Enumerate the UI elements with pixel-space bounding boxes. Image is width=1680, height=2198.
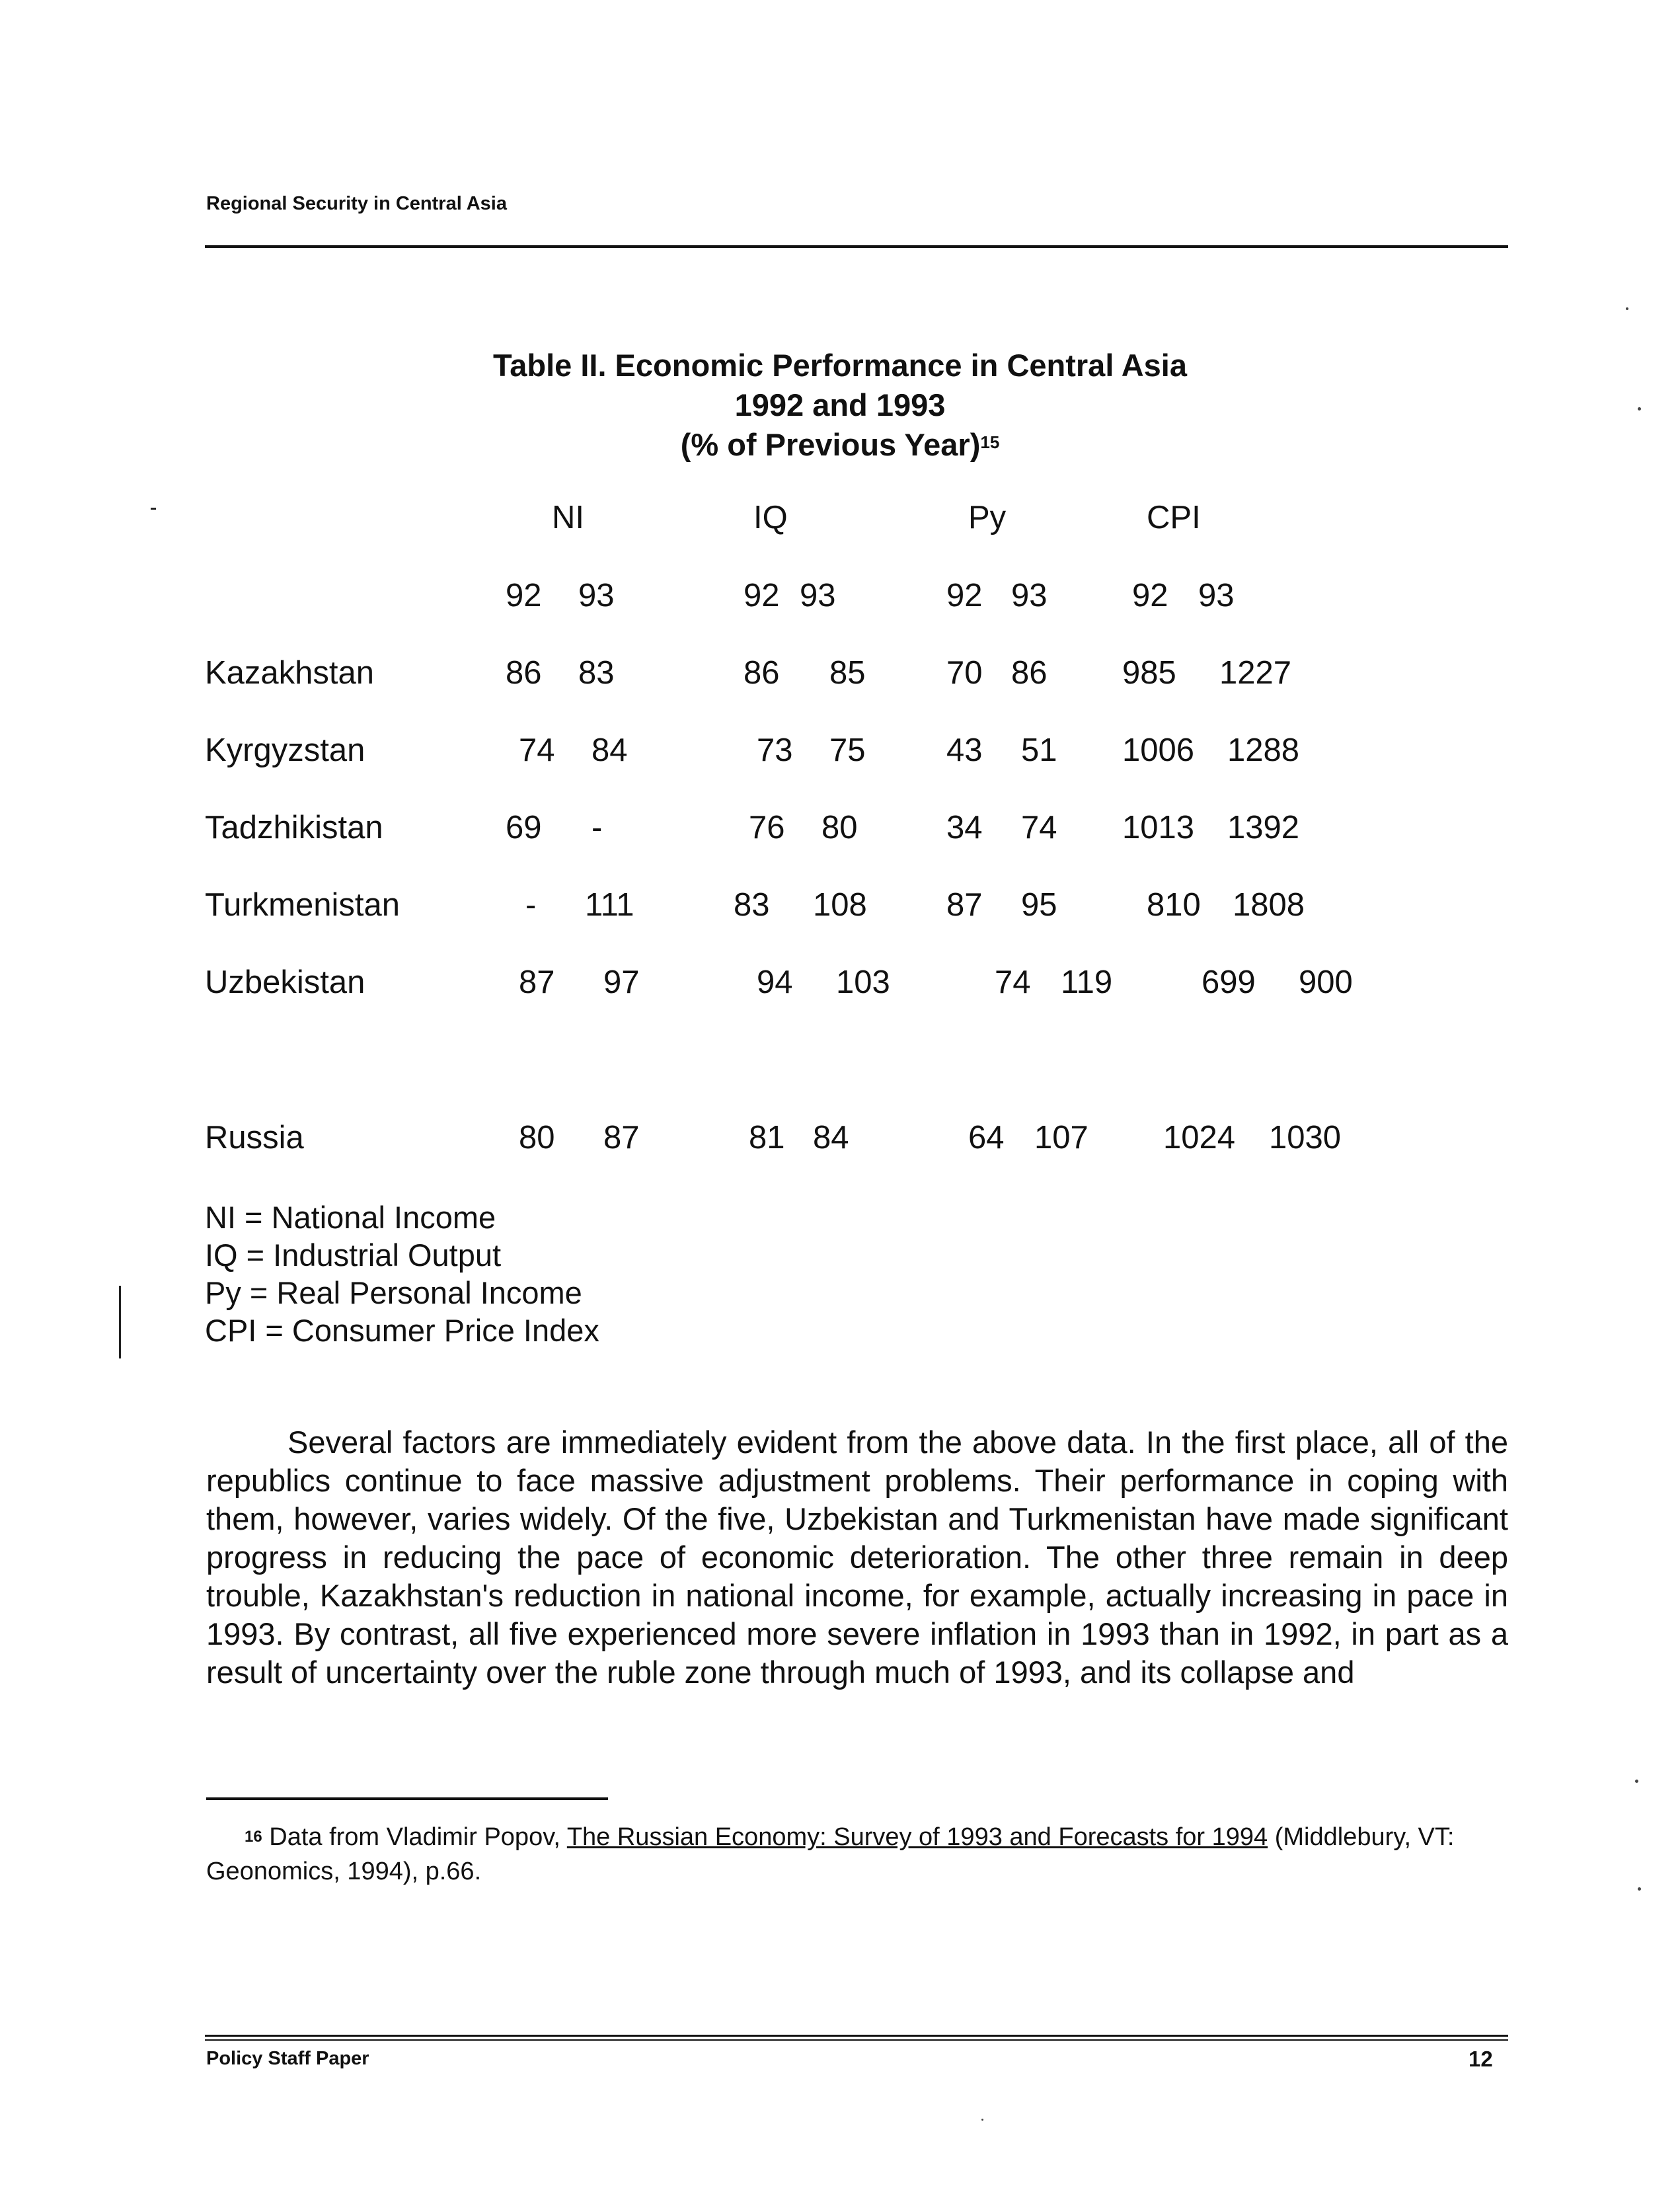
table-cell: 69: [506, 810, 542, 845]
table-cell: 80: [519, 1120, 555, 1156]
table-cell: 107: [1034, 1120, 1088, 1156]
table-cell: 900: [1299, 964, 1353, 1000]
scan-speck: [1638, 407, 1641, 411]
year-cell: 92: [1132, 578, 1168, 613]
body-paragraph: Several factors are immediately evident from the above data. In the first place, all of the republics continue to face massive adjustment problems. Their performance in coping with them, however, varies widely. Of the five, Uzbekistan and Turkmenistan have made significant progress in reducing the pace of economic deterioration. The other three remain in deep trouble, Kazakhstan's reduction in national income, for example, actually increasing in pace in 1993. By contrast, all five experienced more severe inflation in 1993 than in 1992, in part as a result of uncertainty over the ruble zone through much of 1993, and its collapse and: [206, 1425, 1508, 1690]
column-header-cpi: CPI: [1147, 500, 1201, 535]
footnote-number: 16: [245, 1828, 262, 1846]
legend-item: NI = National Income: [205, 1200, 496, 1235]
table-subtitle-years: 1992 and 1993: [734, 387, 946, 422]
table-cell: 51: [1021, 732, 1057, 768]
footnote-rule: [206, 1797, 608, 1800]
table-cell: 81: [749, 1120, 785, 1156]
country-label: Turkmenistan: [205, 887, 401, 923]
table-cell: -: [592, 810, 603, 845]
table-cell: 1288: [1227, 732, 1300, 768]
country-label: Kyrgyzstan: [205, 732, 365, 768]
table-cell: 1006: [1122, 732, 1195, 768]
table-cell: 74: [1021, 810, 1057, 845]
table-unit-text: (% of Previous Year): [680, 427, 981, 462]
legend-item: IQ = Industrial Output: [205, 1237, 502, 1273]
scan-margin-mark: [119, 1286, 121, 1358]
table-cell: 83: [578, 655, 615, 691]
year-cell: 92: [946, 578, 983, 613]
table-cell: 34: [946, 810, 983, 845]
column-header-ni: NI: [552, 500, 584, 535]
table-cell: 111: [585, 887, 634, 923]
footnote-book-title: The Russian Economy: Survey of 1993 and Forecasts for 1994: [566, 1823, 1268, 1851]
year-cell: 93: [1198, 578, 1235, 613]
table-cell: 85: [829, 655, 866, 691]
table-cell: 74: [519, 732, 555, 768]
footnote-text-before: Data from Vladimir Popov,: [269, 1823, 560, 1851]
year-cell: 93: [578, 578, 615, 613]
footnote-ref-15: 15: [980, 432, 1000, 452]
scan-speck: [1626, 307, 1628, 310]
table-cell: 108: [813, 887, 867, 923]
year-cell: 93: [1011, 578, 1048, 613]
table-cell: 83: [734, 887, 770, 923]
running-header: Regional Security in Central Asia: [206, 193, 507, 214]
table-cell: 1227: [1219, 655, 1292, 691]
legend-item: Py = Real Personal Income: [205, 1275, 582, 1310]
column-header-iq: IQ: [753, 500, 788, 535]
scan-speck: [1638, 1887, 1641, 1891]
footer-publication: Policy Staff Paper: [206, 2048, 369, 2069]
footer-rule-thin: [205, 2039, 1508, 2041]
table-cell: 699: [1202, 964, 1256, 1000]
table-cell: 1013: [1122, 810, 1195, 845]
table-cell: 119: [1061, 964, 1113, 1000]
table-cell: 87: [519, 964, 555, 1000]
table-title: Table II. Economic Performance in Central Asia: [493, 348, 1187, 383]
table-cell: 1808: [1233, 887, 1305, 923]
footer-rule: [205, 2035, 1508, 2037]
table-cell: 43: [946, 732, 983, 768]
table-cell: 95: [1021, 887, 1057, 923]
table-cell: 86: [1011, 655, 1048, 691]
table-cell: 87: [946, 887, 983, 923]
table-cell: 1030: [1269, 1120, 1342, 1156]
year-cell: 92: [744, 578, 780, 613]
table-cell: 80: [821, 810, 858, 845]
table-subtitle-unit: [0, 425, 1680, 465]
table-cell: 1392: [1227, 810, 1300, 845]
table-cell: 94: [757, 964, 793, 1000]
table-cell: 74: [995, 964, 1031, 1000]
table-cell: 64: [968, 1120, 1005, 1156]
country-label: Uzbekistan: [205, 964, 365, 1000]
table-cell: 86: [744, 655, 780, 691]
table-cell: 73: [757, 732, 793, 768]
table-cell: -: [525, 887, 537, 923]
legend-item: CPI = Consumer Price Index: [205, 1313, 599, 1348]
table-cell: 86: [506, 655, 542, 691]
column-header-py: Py: [968, 500, 1007, 535]
table-cell: 810: [1147, 887, 1201, 923]
country-label: Kazakhstan: [205, 655, 375, 691]
table-cell: 75: [829, 732, 866, 768]
page-number: 12: [1469, 2047, 1493, 2071]
year-cell: 93: [800, 578, 836, 613]
table-cell: 76: [749, 810, 785, 845]
abbreviation-legend: [205, 1198, 599, 1349]
scan-speck: [151, 508, 156, 510]
table-cell: 97: [603, 964, 640, 1000]
header-rule: [205, 245, 1508, 248]
country-label: Tadzhikistan: [205, 810, 383, 845]
table-cell: 70: [946, 655, 983, 691]
table-cell: 87: [603, 1120, 640, 1156]
scan-speck: [981, 2119, 983, 2121]
table-cell: 1024: [1163, 1120, 1236, 1156]
table-cell: 84: [813, 1120, 849, 1156]
footnote-text-after: (Middlebury, VT: Geonomics, 1994), p.66.: [206, 1823, 1455, 1885]
footnote: [206, 1820, 1508, 1889]
table-cell: 84: [592, 732, 628, 768]
table-cell: 985: [1122, 655, 1176, 691]
table-cell: 103: [836, 964, 890, 1000]
scan-speck: [1635, 1780, 1638, 1783]
country-label: Russia: [205, 1120, 304, 1156]
year-cell: 92: [506, 578, 542, 613]
